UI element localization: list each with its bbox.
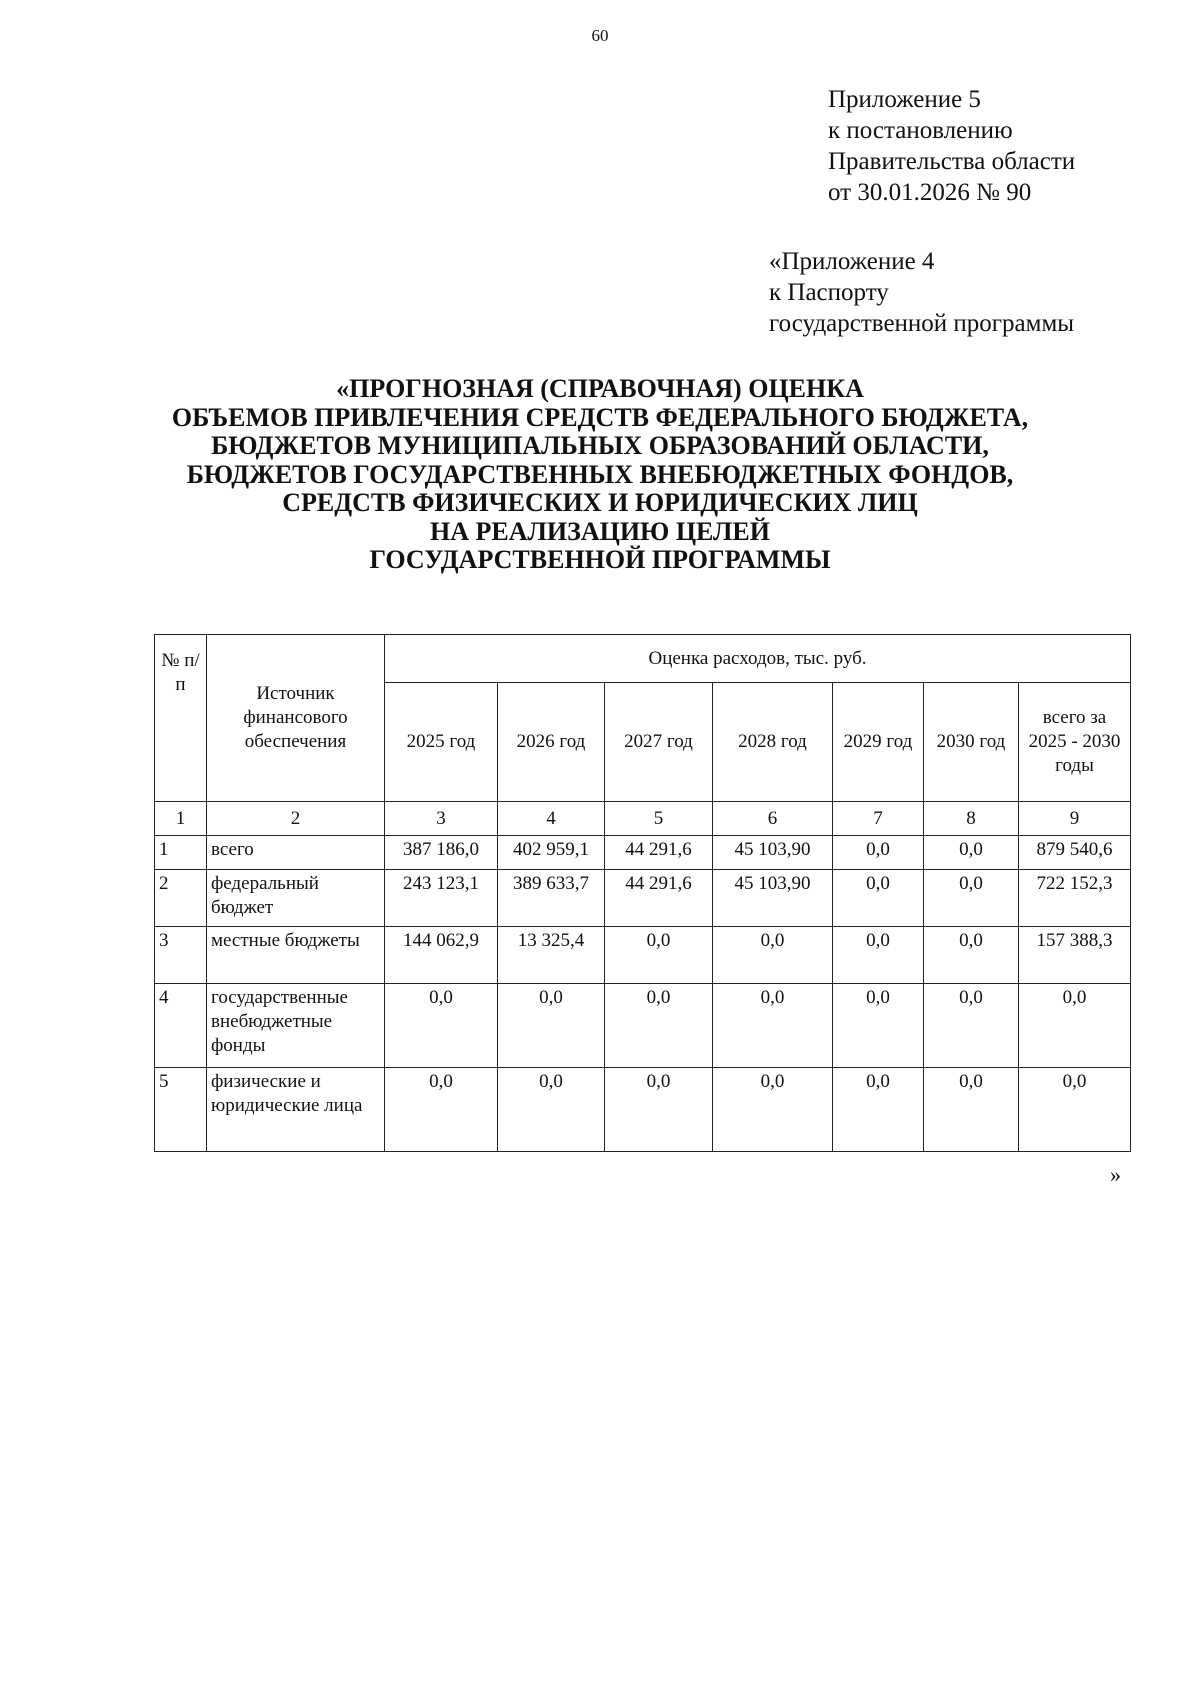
row-value: 0,0: [924, 984, 1019, 1068]
column-number: 4: [498, 802, 605, 836]
column-number: 5: [605, 802, 713, 836]
row-value: 0,0: [924, 1068, 1019, 1152]
row-value: 0,0: [924, 836, 1019, 870]
header-year-2027: 2027 год: [605, 683, 713, 802]
column-number: 2: [207, 802, 385, 836]
document-title: [100, 375, 1100, 575]
table-row: [155, 836, 1131, 870]
row-number: 1: [155, 836, 207, 870]
header-year-2029: 2029 год: [833, 683, 924, 802]
header-number: № п/п: [155, 635, 207, 802]
row-value: 0,0: [833, 927, 924, 984]
row-value: 402 959,1: [498, 836, 605, 870]
row-value: 0,0: [605, 984, 713, 1068]
row-value: 13 325,4: [498, 927, 605, 984]
table-row: [155, 984, 1131, 1068]
header-year-2028: 2028 год: [713, 683, 833, 802]
column-number: 1: [155, 802, 207, 836]
row-source: всего: [207, 836, 385, 870]
row-value: 0,0: [605, 1068, 713, 1152]
row-number: 5: [155, 1068, 207, 1152]
row-value: 0,0: [498, 984, 605, 1068]
row-source: местные бюджеты: [207, 927, 385, 984]
title-line: НА РЕАЛИЗАЦИЮ ЦЕЛЕЙ: [430, 516, 770, 546]
page-number: 60: [591, 26, 609, 45]
title-line: ГОСУДАРСТВЕННОЙ ПРОГРАММЫ: [369, 545, 831, 574]
title-line: БЮДЖЕТОВ ГОСУДАРСТВЕННЫХ ВНЕБЮДЖЕТНЫХ ФОНДОВ,: [186, 459, 1014, 489]
row-value: 0,0: [1019, 984, 1131, 1068]
row-value: 0,0: [498, 1068, 605, 1152]
row-value: 0,0: [713, 1068, 833, 1152]
row-source: федеральный бюджет: [207, 870, 385, 927]
column-number: 6: [713, 802, 833, 836]
row-source: физические и юридические лица: [207, 1068, 385, 1152]
annex-5-line: к постановлению: [828, 117, 1013, 144]
table-row: [155, 870, 1131, 927]
row-value: 45 103,90: [713, 870, 833, 927]
header-estimate: Оценка расходов, тыс. руб.: [385, 635, 1131, 683]
row-source: государственные внебюджетные фонды: [207, 984, 385, 1068]
row-value: 44 291,6: [605, 870, 713, 927]
annex-4-line: к Паспорту: [769, 279, 889, 306]
row-value: 45 103,90: [713, 836, 833, 870]
row-value: 0,0: [833, 1068, 924, 1152]
header-year-2026: 2026 год: [498, 683, 605, 802]
annex-5-line: Приложение 5: [828, 86, 981, 113]
annex-4-reference: [769, 246, 1074, 339]
row-value: 722 152,3: [1019, 870, 1131, 927]
annex-4-line: государственной программы: [769, 310, 1075, 337]
header-year-2030: 2030 год: [924, 683, 1019, 802]
annex-5-line: от 30.01.2026 № 90: [828, 179, 1032, 206]
row-value: 144 062,9: [385, 927, 498, 984]
row-value: 0,0: [833, 836, 924, 870]
column-number-row: [155, 802, 1131, 836]
row-value: 0,0: [385, 1068, 498, 1152]
annex-4-line: «Приложение 4: [769, 248, 935, 275]
row-number: 2: [155, 870, 207, 927]
row-value: 0,0: [385, 984, 498, 1068]
title-line: ОБЪЕМОВ ПРИВЛЕЧЕНИЯ СРЕДСТВ ФЕДЕРАЛЬНОГО БЮДЖЕТА,: [171, 402, 1029, 432]
row-value: 879 540,6: [1019, 836, 1131, 870]
row-value: 44 291,6: [605, 836, 713, 870]
annex-5-line: Правительства области: [828, 148, 1076, 175]
table-row: [155, 1068, 1131, 1152]
row-value: 0,0: [713, 984, 833, 1068]
closing-quote: »: [1110, 1162, 1121, 1187]
row-value: 0,0: [833, 870, 924, 927]
column-number: 9: [1019, 802, 1131, 836]
row-value: 0,0: [833, 984, 924, 1068]
row-value: 0,0: [924, 927, 1019, 984]
row-number: 3: [155, 927, 207, 984]
row-value: 387 186,0: [385, 836, 498, 870]
header-year-2025: 2025 год: [385, 683, 498, 802]
table-row: [155, 927, 1131, 984]
annex-5-reference: [828, 84, 1075, 208]
title-line: «ПРОГНОЗНАЯ (СПРАВОЧНАЯ) ОЦЕНКА: [336, 374, 864, 403]
funding-estimate-table: [154, 634, 1131, 1152]
row-value: 0,0: [605, 927, 713, 984]
title-line: БЮДЖЕТОВ МУНИЦИПАЛЬНЫХ ОБРАЗОВАНИЙ ОБЛАСТИ,: [211, 431, 989, 460]
title-line: СРЕДСТВ ФИЗИЧЕСКИХ И ЮРИДИЧЕСКИХ ЛИЦ: [282, 488, 918, 517]
header-total: всего за 2025 - 2030 годы: [1019, 683, 1131, 802]
column-number: 3: [385, 802, 498, 836]
row-number: 4: [155, 984, 207, 1068]
header-source: Источник финансового обеспечения: [207, 635, 385, 802]
row-value: 243 123,1: [385, 870, 498, 927]
row-value: 0,0: [1019, 1068, 1131, 1152]
column-number: 7: [833, 802, 924, 836]
row-value: 389 633,7: [498, 870, 605, 927]
row-value: 0,0: [924, 870, 1019, 927]
column-number: 8: [924, 802, 1019, 836]
row-value: 0,0: [713, 927, 833, 984]
row-value: 157 388,3: [1019, 927, 1131, 984]
